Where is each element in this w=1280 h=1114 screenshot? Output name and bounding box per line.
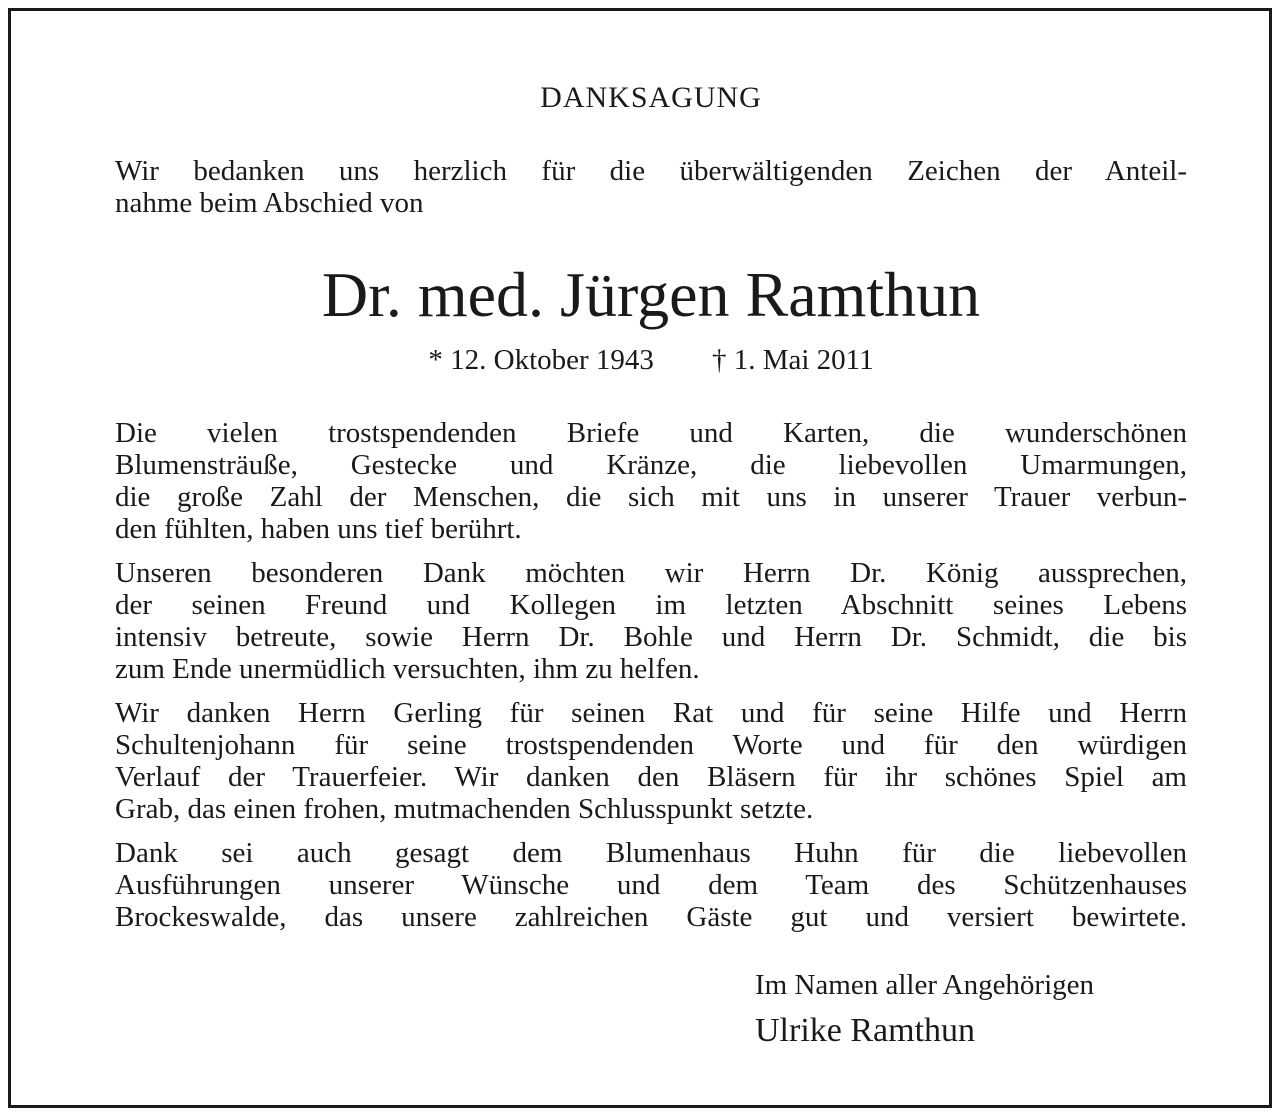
birth-date: * 12. Oktober 1943 xyxy=(428,344,654,376)
intro-line: Wir bedanken uns herzlich für die überwältigenden Zeichen der Anteil- xyxy=(115,155,1187,187)
paragraph-line: den fühlten, haben uns tief berührt. xyxy=(115,513,522,545)
deceased-name: Dr. med. Jürgen Ramthun xyxy=(321,259,981,330)
paragraph-line: Schultenjohann für seine trostspendenden Worte und für den würdigen xyxy=(115,729,1187,761)
closing-line: Im Namen aller Angehörigen xyxy=(755,969,1095,1001)
paragraph-line: zum Ende unermüdlich versuchten, ihm zu helfen. xyxy=(115,653,700,685)
paragraph-line: die große Zahl der Menschen, die sich mit uns in unserer Trauer verbun- xyxy=(115,481,1187,513)
death-date: † 1. Mai 2011 xyxy=(711,344,874,376)
intro-line: nahme beim Abschied von xyxy=(115,187,424,219)
paragraph-line: Brockeswalde, das unsere zahlreichen Gäste gut und versiert bewirtete. xyxy=(115,901,1187,933)
paragraph-line: Unseren besonderen Dank möchten wir Herrn Dr. König aussprechen, xyxy=(115,557,1187,589)
paragraph-line: Grab, das einen frohen, mutmachenden Schlusspunkt setzte. xyxy=(115,793,814,825)
paragraph-line: Ausführungen unserer Wünsche und dem Team des Schützenhauses xyxy=(115,869,1187,901)
paragraph-line: Verlauf der Trauerfeier. Wir danken den Bläsern für ihr schönes Spiel am xyxy=(115,761,1187,793)
signature: Ulrike Ramthun xyxy=(755,1012,976,1049)
life-dates xyxy=(115,344,1187,376)
heading: DANKSAGUNG xyxy=(540,81,762,114)
announcement-frame xyxy=(8,8,1272,1108)
paragraph-line: Die vielen trostspendenden Briefe und Karten, die wunderschönen xyxy=(115,417,1187,449)
paragraph-line: Blumensträuße, Gestecke und Kränze, die liebevollen Umarmungen, xyxy=(115,449,1187,481)
paragraph-line: Dank sei auch gesagt dem Blumenhaus Huhn für die liebevollen xyxy=(115,837,1187,869)
paragraph-line: intensiv betreute, sowie Herrn Dr. Bohle und Herrn Dr. Schmidt, die bis xyxy=(115,621,1187,653)
paragraph-line: Wir danken Herrn Gerling für seinen Rat und für seine Hilfe und Herrn xyxy=(115,697,1187,729)
paragraph-line: der seinen Freund und Kollegen im letzten Abschnitt seines Lebens xyxy=(115,589,1187,621)
